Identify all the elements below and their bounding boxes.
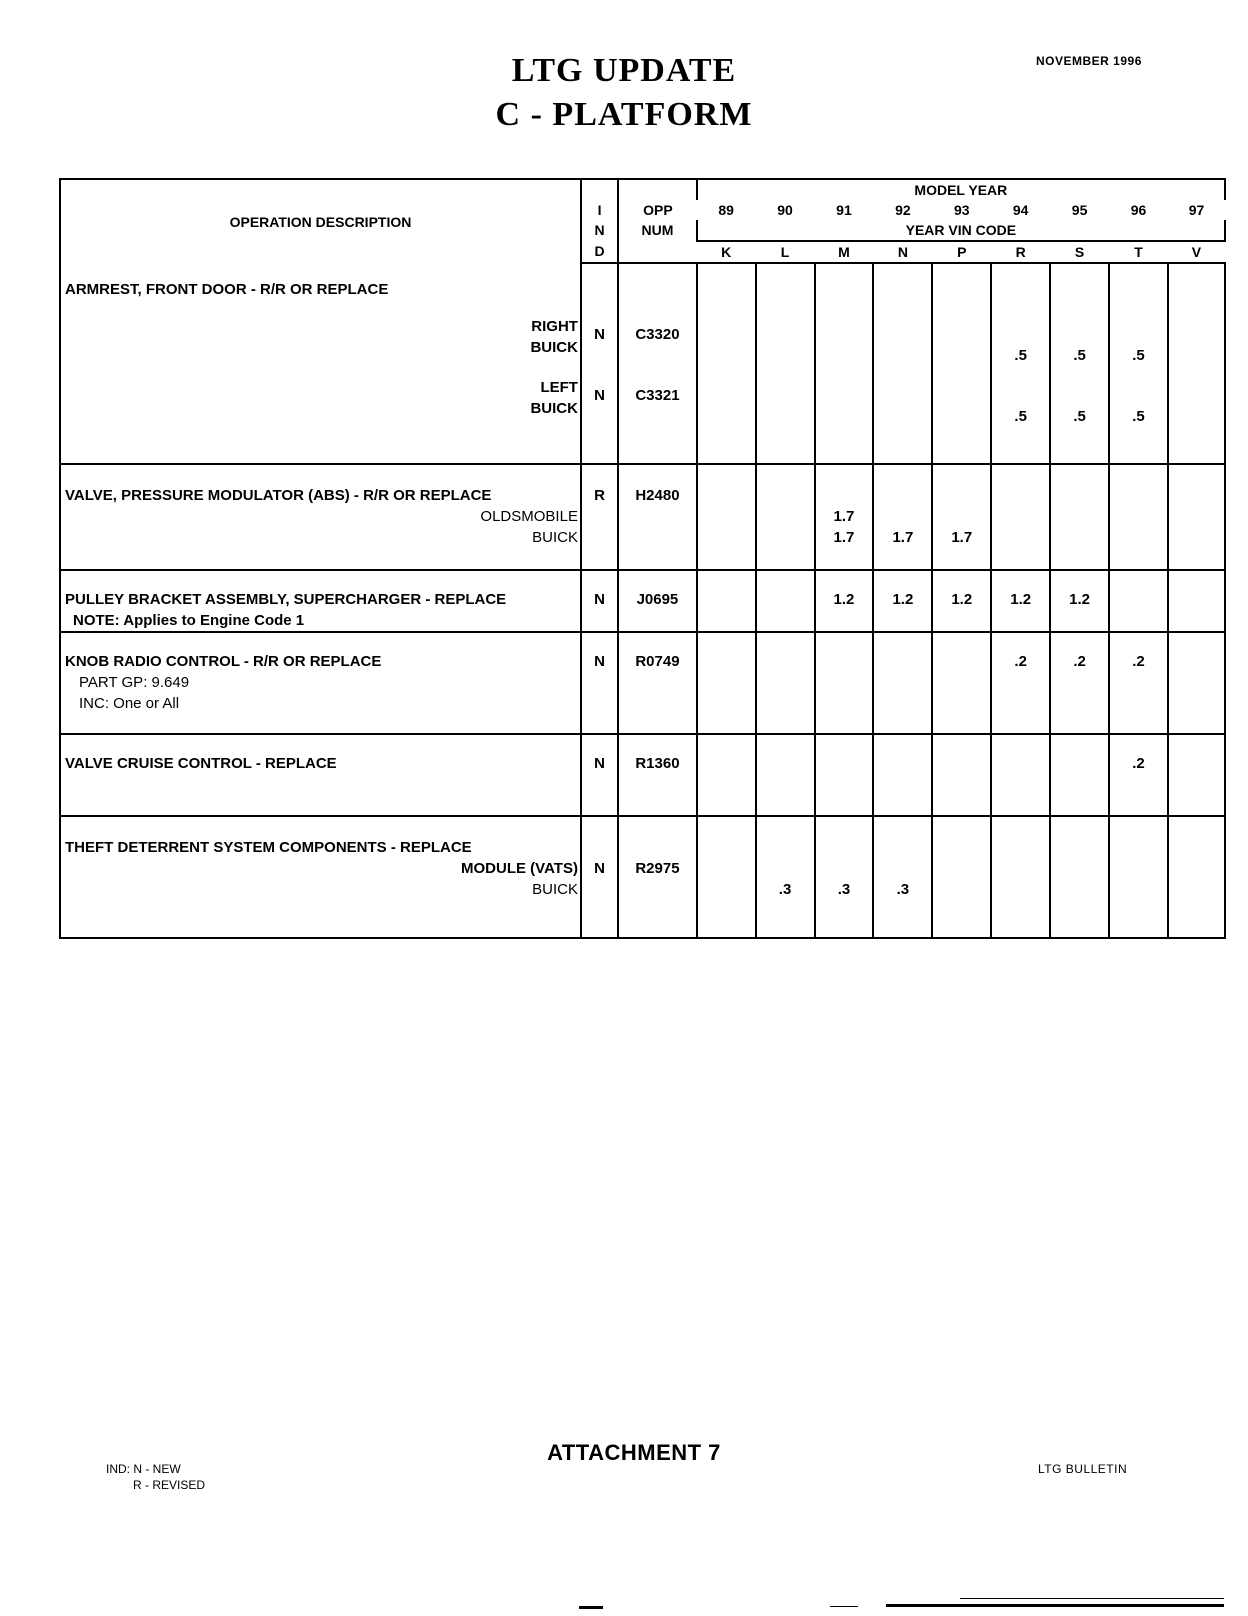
opp-header: OPP	[618, 200, 697, 220]
year-97: 97	[1188, 202, 1205, 218]
ind-value: N	[594, 326, 605, 343]
time-value	[816, 753, 873, 774]
bulletin-label: LTG BULLETIN	[1038, 1462, 1128, 1476]
time-value	[1169, 651, 1224, 672]
time-value	[1110, 879, 1167, 900]
time-value	[757, 589, 814, 610]
time-value	[933, 753, 990, 774]
model-year-header: MODEL YEAR	[697, 179, 1225, 200]
vin-m: M	[815, 241, 874, 263]
time-value: .2	[1014, 653, 1027, 670]
time-value	[1051, 879, 1108, 900]
vin-p: P	[932, 241, 991, 263]
time-value	[1051, 753, 1108, 774]
table-row	[60, 570, 1225, 632]
opp-value: C3320	[635, 326, 680, 343]
operation-note: NOTE: Applies to Engine Code 1	[73, 612, 305, 629]
vin-k: K	[697, 241, 756, 263]
opp-value: H2480	[635, 487, 680, 504]
opp-value: J0695	[636, 591, 679, 608]
opp-value: R2975	[635, 860, 680, 877]
time-value	[992, 527, 1049, 548]
time-value	[698, 345, 755, 366]
time-value	[992, 879, 1049, 900]
vin-n: N	[873, 241, 932, 263]
time-value	[757, 406, 814, 427]
operation-title: VALVE, PRESSURE MODULATOR (ABS) - R/R OR REPLACE	[65, 487, 492, 504]
time-value	[874, 506, 931, 527]
time-value: .2	[1073, 653, 1086, 670]
time-value	[1169, 753, 1224, 774]
operation-sub-label: OLDSMOBILE	[480, 508, 578, 525]
time-value	[816, 345, 873, 366]
time-value	[933, 406, 990, 427]
document-date: NOVEMBER 1996	[1036, 54, 1142, 68]
year-vin-code-header: YEAR VIN CODE	[697, 220, 1225, 241]
time-value: .5	[1014, 347, 1027, 364]
num-header: NUM	[618, 220, 697, 241]
time-value	[757, 506, 814, 527]
time-value	[698, 506, 755, 527]
operation-title: KNOB RADIO CONTROL - R/R OR REPLACE	[65, 653, 382, 670]
time-value	[1110, 589, 1167, 610]
time-value	[757, 753, 814, 774]
operation-title: PULLEY BRACKET ASSEMBLY, SUPERCHARGER - REPLACE	[65, 591, 507, 608]
time-value: 1.2	[892, 591, 914, 608]
year-95: 95	[1071, 202, 1088, 218]
scan-artifact	[960, 1598, 1224, 1599]
scan-artifact	[886, 1604, 1224, 1607]
ind-value: N	[594, 755, 605, 772]
time-value: .5	[1073, 347, 1086, 364]
time-value	[816, 406, 873, 427]
ind-letter: I	[581, 200, 618, 220]
time-value	[757, 345, 814, 366]
time-value: .3	[837, 881, 851, 898]
time-value: .5	[1132, 347, 1145, 364]
operation-sub-label: LEFT	[540, 379, 578, 396]
year-89: 89	[718, 202, 734, 218]
opp-value: C3321	[635, 387, 680, 404]
ind-legend: IND: N - NEW	[106, 1462, 181, 1476]
time-value	[816, 651, 873, 672]
time-value: 1.7	[951, 529, 973, 546]
ind-value: N	[594, 387, 605, 404]
scan-artifact	[579, 1606, 603, 1609]
ind-value: R	[594, 487, 605, 504]
time-value	[933, 345, 990, 366]
operation-sub-label: MODULE (VATS)	[461, 860, 578, 877]
ind-value: N	[594, 591, 605, 608]
time-value: .3	[778, 881, 792, 898]
time-value	[874, 406, 931, 427]
year-93: 93	[953, 202, 970, 218]
operation-sub-label: BUICK	[532, 881, 578, 898]
page-subtitle: C - PLATFORM	[495, 96, 753, 133]
year-94: 94	[1012, 202, 1029, 218]
part-group: PART GP: 9.649	[79, 674, 190, 691]
year-96: 96	[1130, 202, 1147, 218]
vin-v: V	[1168, 241, 1225, 263]
time-value	[1110, 527, 1167, 548]
time-value: 1.2	[1010, 591, 1032, 608]
time-value: 1.7	[833, 508, 855, 525]
ind-value: N	[594, 860, 605, 877]
vin-l: L	[756, 241, 815, 263]
page-title: LTG UPDATE	[511, 52, 737, 89]
table-row	[60, 263, 1225, 464]
time-value	[933, 879, 990, 900]
operation-description-header: OPERATION DESCRIPTION	[60, 179, 581, 263]
year-91: 91	[836, 202, 852, 218]
operation-sub-label: BUICK	[530, 400, 578, 417]
table-row	[60, 632, 1225, 734]
vin-r: R	[991, 241, 1050, 263]
scan-artifact	[830, 1606, 858, 1607]
time-value	[933, 651, 990, 672]
time-value	[1110, 506, 1167, 527]
time-value	[992, 753, 1049, 774]
time-value	[874, 753, 931, 774]
vin-s: S	[1050, 241, 1109, 263]
time-value: 1.2	[951, 591, 973, 608]
vin-t: T	[1109, 241, 1168, 263]
time-value: .2	[1132, 653, 1145, 670]
attachment-label: ATTACHMENT 7	[547, 1440, 721, 1465]
time-value	[874, 651, 931, 672]
operation-title: ARMREST, FRONT DOOR - R/R OR REPLACE	[65, 281, 389, 298]
time-value	[1169, 527, 1224, 548]
time-value: 1.2	[1069, 591, 1091, 608]
table-row	[60, 464, 1225, 570]
operation-sub-label: BUICK	[532, 529, 578, 546]
table-row	[60, 816, 1225, 938]
operation-title: THEFT DETERRENT SYSTEM COMPONENTS - REPLACE	[65, 839, 472, 856]
time-value	[698, 879, 755, 900]
time-value	[1169, 506, 1224, 527]
operation-title: VALVE CRUISE CONTROL - REPLACE	[65, 755, 337, 772]
time-value	[698, 651, 755, 672]
time-value: .2	[1132, 755, 1145, 772]
time-value	[698, 406, 755, 427]
labor-time-table	[59, 178, 1226, 939]
time-value	[757, 527, 814, 548]
includes-note: INC: One or All	[79, 695, 180, 712]
time-value: .3	[896, 881, 910, 898]
operation-sub-label: BUICK	[530, 339, 578, 356]
year-90: 90	[777, 202, 793, 218]
opp-value: R0749	[635, 653, 680, 670]
opp-value: R1360	[635, 755, 680, 772]
year-92: 92	[895, 202, 911, 218]
time-value	[698, 753, 755, 774]
time-value	[1051, 527, 1108, 548]
time-value: .5	[1014, 408, 1027, 425]
ind-letter: D	[581, 241, 618, 263]
time-value	[1169, 406, 1224, 427]
time-value: .5	[1132, 408, 1145, 425]
time-value	[1169, 879, 1224, 900]
time-value	[698, 527, 755, 548]
ind-letter: N	[581, 220, 618, 241]
ind-legend: R - REVISED	[133, 1478, 206, 1492]
operation-sub-label: RIGHT	[531, 318, 578, 335]
time-value	[1169, 345, 1224, 366]
time-value: 1.2	[833, 591, 855, 608]
time-value	[1169, 589, 1224, 610]
time-value: 1.7	[892, 529, 914, 546]
time-value	[933, 506, 990, 527]
time-value	[1051, 506, 1108, 527]
time-value: 1.7	[833, 529, 855, 546]
time-value	[757, 651, 814, 672]
ind-value: N	[594, 653, 605, 670]
time-value: .5	[1073, 408, 1086, 425]
time-value	[992, 506, 1049, 527]
table-row	[60, 734, 1225, 816]
time-value	[874, 345, 931, 366]
time-value	[698, 589, 755, 610]
